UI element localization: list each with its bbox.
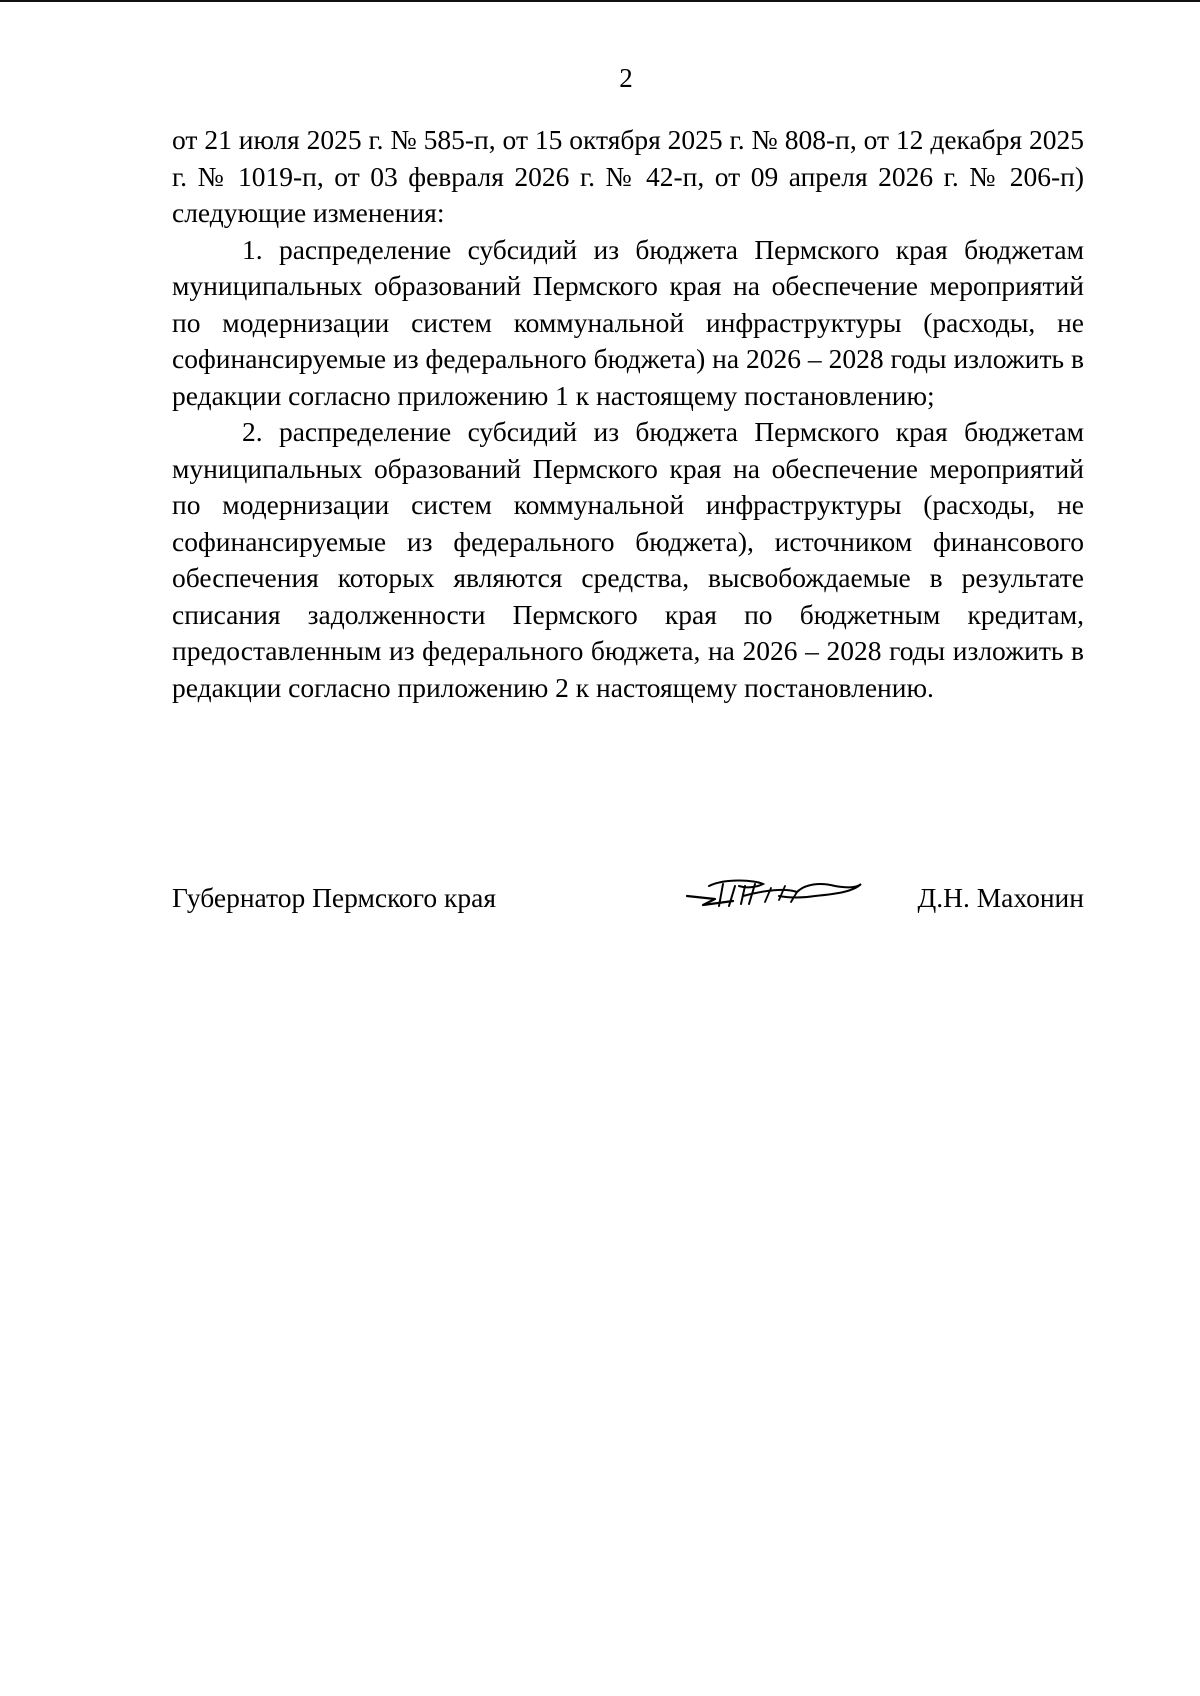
intro-paragraph: от 21 июля 2025 г. № 585-п, от 15 октября 2025 г. № 808-п, от 12 декабря 2025 г. № 1019-п, от 03 февраля 2026 г. № 42-п, от 09 апреля 2026 г. № 206-п) следующие изменения:	[172, 124, 1084, 228]
signature-image	[685, 874, 865, 910]
signature-block	[172, 874, 1084, 924]
page-number: 2	[619, 63, 633, 93]
change-item-1: 1. распределение субсидий из бюджета Пермского края бюджетам муниципальных образований Пермского края на обеспечение мероприятий по модернизации систем коммунальной инфраструктуры (расходы, не софинансируемые из федерального бюджета) на 2026 – 2028 годы изложить в редакции согласно приложению 1 к настоящему постановлению;	[172, 233, 1084, 411]
document-body	[172, 122, 1084, 706]
page-top-edge	[0, 0, 1200, 2]
change-item-2: 2. распределение субсидий из бюджета Пермского края бюджетам муниципальных образований Пермского края на обеспечение мероприятий по модернизации систем коммунальной инфраструктуры (расходы, не софинансируемые из федерального бюджета), источником финансового обеспечения которых являются средства, высвобождаемые в результате списания задолженности Пермского края по бюджетным кредитам, предоставленным из федерального бюджета, на 2026 – 2028 годы изложить в редакции согласно приложению 2 к настоящему постановлению.	[172, 416, 1084, 703]
signer-position: Губернатор Пермского края	[172, 882, 496, 913]
signer-name: Д.Н. Махонин	[917, 882, 1084, 913]
